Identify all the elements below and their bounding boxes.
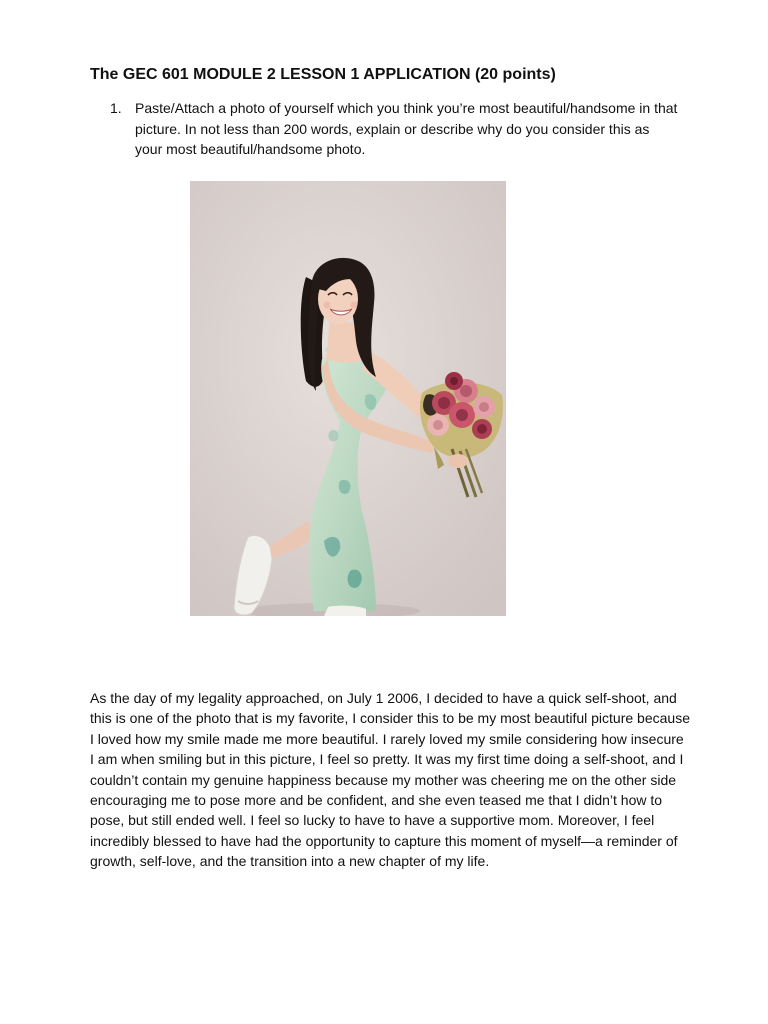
document-title: The GEC 601 MODULE 2 LESSON 1 APPLICATION (20 points) [90,66,556,83]
question-number: 1. [110,100,122,116]
portrait-illustration [190,181,506,616]
answer-paragraph: As the day of my legality approached, on July 1 2006, I decided to have a quick self-shoot, and this is one of the photo that is my favorite, I consider this to be my most beautiful picture because I loved how my smile made me more beautiful. I rarely loved my smile considering how insecure I am when smiling but in this picture, I feel so pretty. It was my first time doing a self-shoot, and I couldn’t contain my genuine happiness because my mother was cheering me on the other side encouraging me to pose more and be confident, and she even teased me that I didn’t how to pose, but still ended well. I feel so lucky to have to have a supportive mom. Moreover, I feel incredibly blessed to have had the opportunity to capture this moment of myself—a reminder of growth, self-love, and the transition into a new chapter of my life. [90,690,690,870]
portrait-photo [190,181,506,616]
question-text: Paste/Attach a photo of yourself which you think you’re most beautiful/handsome in that picture. In not less than 200 words, explain or describe why do you consider this as your most beautiful/handsome photo. [135,100,678,157]
